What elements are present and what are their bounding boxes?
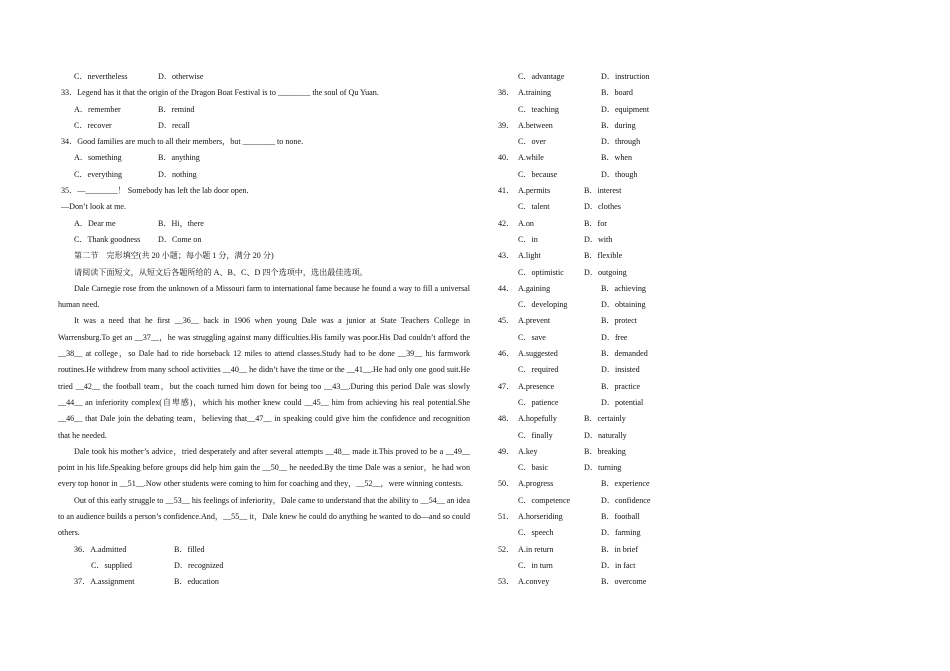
question-number: 51． (498, 512, 515, 522)
option-c: C．supplied (91, 560, 132, 570)
option-b: B．remind (158, 104, 195, 114)
option-left: C．talent (518, 202, 550, 212)
option-left: A.presence (518, 381, 555, 391)
answer-option-row (498, 395, 678, 411)
option-left: A.on (518, 218, 534, 228)
option-left: C．patience (518, 397, 559, 407)
option-left: C．over (518, 137, 546, 147)
question-36-row (58, 542, 470, 558)
question-37-option-a: 37．A.assignment (74, 577, 135, 587)
option-right: D．though (601, 169, 638, 179)
answer-option-row (498, 118, 678, 134)
option-row (58, 150, 470, 166)
question-number: 41． (498, 186, 515, 196)
option-left: C．finally (518, 430, 553, 440)
option-b: B．Hi，there (158, 218, 204, 228)
option-row (58, 118, 470, 134)
answer-option-row (498, 509, 678, 525)
option-b: B．anything (158, 153, 200, 163)
answer-option-row (498, 493, 678, 509)
option-left: A.progress (518, 479, 554, 489)
option-right: D．with (584, 234, 613, 244)
option-left: A.training (518, 88, 552, 98)
question-number: 38． (498, 88, 515, 98)
option-b: B．education (174, 577, 219, 587)
question-33-stem: 33．Legend has it that the origin of the Dragon Boat Festival is to ________ the soul of Qu Yuan. (61, 88, 379, 98)
question-35-stem: 35．—________！ Somebody has left the lab door open. (61, 186, 249, 196)
option-left: A.prevent (518, 316, 551, 326)
option-right: B．achieving (601, 283, 646, 293)
option-row (58, 102, 470, 118)
answer-option-row (498, 69, 678, 85)
option-c: C．Thank goodness (74, 234, 141, 244)
option-right: D．through (601, 137, 641, 147)
question-number: 40． (498, 153, 515, 163)
option-right: B．certainly (584, 414, 626, 424)
option-left: A.light (518, 251, 541, 261)
option-right: D．potential (601, 397, 644, 407)
answer-option-row (498, 281, 678, 297)
answer-option-row (498, 167, 678, 183)
answer-option-row (498, 216, 678, 232)
question-number: 53． (498, 577, 515, 587)
question-number: 44． (498, 283, 515, 293)
answer-option-row (498, 134, 678, 150)
question-number: 46． (498, 349, 515, 359)
option-c: C．everything (74, 169, 123, 179)
option-right: B．when (601, 153, 633, 163)
answer-option-row (498, 265, 678, 281)
question-number: 50． (498, 479, 515, 489)
question-34-stem: 34．Good families are much to all their members，but ________ to none. (61, 137, 304, 147)
option-left: C．developing (518, 300, 568, 310)
passage-paragraph-4: Out of this early struggle to __53__ his feelings of inferiority，Dale came to understand that the ability to __54__ an idea to an audience builds a person’s confidence.And，__55__ it，Dale knew he could do anything he wanted to do—and so could others. (58, 495, 470, 538)
option-right: B．practice (601, 381, 641, 391)
option-right: D．outgoing (584, 267, 627, 277)
option-left: C．in turn (518, 560, 553, 570)
question-number: 52． (498, 544, 515, 554)
answer-option-row (498, 346, 678, 362)
answer-option-row (498, 330, 678, 346)
option-right: D．clothes (584, 202, 621, 212)
option-left: A.key (518, 446, 538, 456)
option-d: D．nothing (158, 169, 197, 179)
section-instructions: 请阅读下面短文，从短文后各题所给的 A、B、C、D 四个选项中，选出最佳选项。 (74, 267, 368, 277)
question-number: 43． (498, 251, 515, 261)
option-right: B．breaking (584, 446, 626, 456)
option-a: A．Dear me (74, 218, 116, 228)
option-right: B．board (601, 88, 633, 98)
option-right: B．football (601, 512, 640, 522)
right-column (498, 69, 678, 591)
left-column (58, 69, 470, 591)
option-row (58, 232, 470, 248)
answer-option-row (498, 542, 678, 558)
option-b: B．filled (174, 544, 205, 554)
option-left: C．teaching (518, 104, 559, 114)
question-number: 45． (498, 316, 515, 326)
answer-option-row (498, 150, 678, 166)
option-left: C．competence (518, 495, 571, 505)
answer-option-row (498, 574, 678, 590)
answer-option-row (498, 313, 678, 329)
option-c: C．nevertheless (74, 72, 128, 81)
option-d: D．recognized (174, 560, 224, 570)
question-36-option-a: 36．A.admitted (74, 544, 127, 554)
option-row (58, 558, 470, 574)
option-left: C．advantage (518, 72, 565, 81)
answer-option-row (498, 199, 678, 215)
option-d: D．recall (158, 120, 190, 130)
passage-paragraph-1: Dale Carnegie rose from the unknown of a Missouri farm to international fame because he found a way to fill a universal human need. (58, 283, 470, 310)
answer-option-row (498, 428, 678, 444)
question-number: 42． (498, 218, 515, 228)
passage-paragraph-3: Dale took his mother’s advice，tried desperately and after several attempts __48__ made it.This proved to be a __49__ point in his life.Speaking before groups did help him gain the __50__ he needed.By the time Dale was a senior，he had won every top honor in __51__.Now other students were coming to him for coaching and they，__52__，were winning contests. (58, 446, 470, 489)
question-number: 47． (498, 381, 515, 391)
question-number: 39． (498, 120, 515, 130)
option-right: D．in fact (601, 560, 636, 570)
option-right: B．flexible (584, 251, 623, 261)
option-left: A.gaining (518, 283, 551, 293)
option-d: D．otherwise (158, 72, 204, 81)
option-left: C．because (518, 169, 558, 179)
option-left: C．save (518, 332, 546, 342)
question-number: 49． (498, 446, 515, 456)
answer-option-row (498, 411, 678, 427)
section-title: 第二节 完形填空(共 20 小题；每小题 1 分，满分 20 分) (74, 251, 274, 261)
option-left: A.between (518, 120, 553, 130)
answer-option-row (498, 476, 678, 492)
option-right: D．instruction (601, 72, 650, 81)
option-left: C．speech (518, 528, 554, 538)
option-right: D．obtaining (601, 300, 646, 310)
option-left: A.while (518, 153, 544, 163)
option-right: B．in brief (601, 544, 639, 554)
answer-option-row (498, 558, 678, 574)
option-right: D．insisted (601, 365, 640, 375)
option-right: B．interest (584, 186, 622, 196)
answer-option-row (498, 525, 678, 541)
option-right: D．confidence (601, 495, 651, 505)
option-right: B．demanded (601, 349, 648, 359)
option-row (58, 167, 470, 183)
option-left: A.in return (518, 544, 554, 554)
option-left: A.permits (518, 186, 551, 196)
answer-option-row (498, 460, 678, 476)
question-37-row (58, 574, 470, 590)
option-a: A．something (74, 153, 122, 163)
answer-option-row (498, 232, 678, 248)
option-left: C．optimistic (518, 267, 564, 277)
option-right: B．for (584, 218, 607, 228)
answer-option-row (498, 248, 678, 264)
option-d: D．Come on (158, 234, 202, 244)
option-row (58, 216, 470, 232)
passage-paragraph-2: It was a need that he first __36__ back in 1906 when young Dale was a junior at State Teachers College in Warrensburg.To get an __37__，he was struggling against many difficulties.His family was poor.His Dad couldn’t afford the __38__ at college，so Dale had to ride horseback 12 miles to attend classes.Study had to be done __39__ his farmwork routines.He withdrew from many school activities __40__ he didn’t have the time or the __41__.He had only one good suit.He tried __42__ the football team，but the coach turned him down for being too __43__.During this period Dale was slowly __44__ an inferiority complex(自卑感)，which his mother knew could __45__ him from achieving his real potential.She __46__ that Dale join the debating team，believing that__47__ in speaking could give him the confidence and recognition that he needed. (58, 316, 470, 440)
option-right: D．equipment (601, 104, 650, 114)
option-right: D．free (601, 332, 628, 342)
answer-option-row (498, 85, 678, 101)
option-left: C．required (518, 365, 559, 375)
option-right: B．experience (601, 479, 650, 489)
answer-option-row (498, 379, 678, 395)
option-a: A．remember (74, 104, 121, 114)
answer-option-row (498, 102, 678, 118)
option-left: A.suggested (518, 349, 558, 359)
option-right: B．overcome (601, 577, 647, 587)
option-left: C．basic (518, 463, 549, 473)
option-right: B．during (601, 120, 636, 130)
answer-option-row (498, 362, 678, 378)
option-c: C．recover (74, 120, 112, 130)
option-right: D．turning (584, 463, 622, 473)
option-right: D．naturally (584, 430, 627, 440)
question-number: 48． (498, 414, 515, 424)
option-left: A.horseriding (518, 512, 563, 522)
answer-option-row (498, 444, 678, 460)
option-right: B．protect (601, 316, 637, 326)
answer-option-row (498, 183, 678, 199)
option-left: A.convey (518, 577, 550, 587)
option-row (58, 69, 470, 85)
option-right: D．farming (601, 528, 641, 538)
question-35-response: —Don’t look at me. (61, 202, 127, 212)
answer-option-row (498, 297, 678, 313)
option-left: A.hopefully (518, 414, 557, 424)
option-left: C．in (518, 234, 538, 244)
